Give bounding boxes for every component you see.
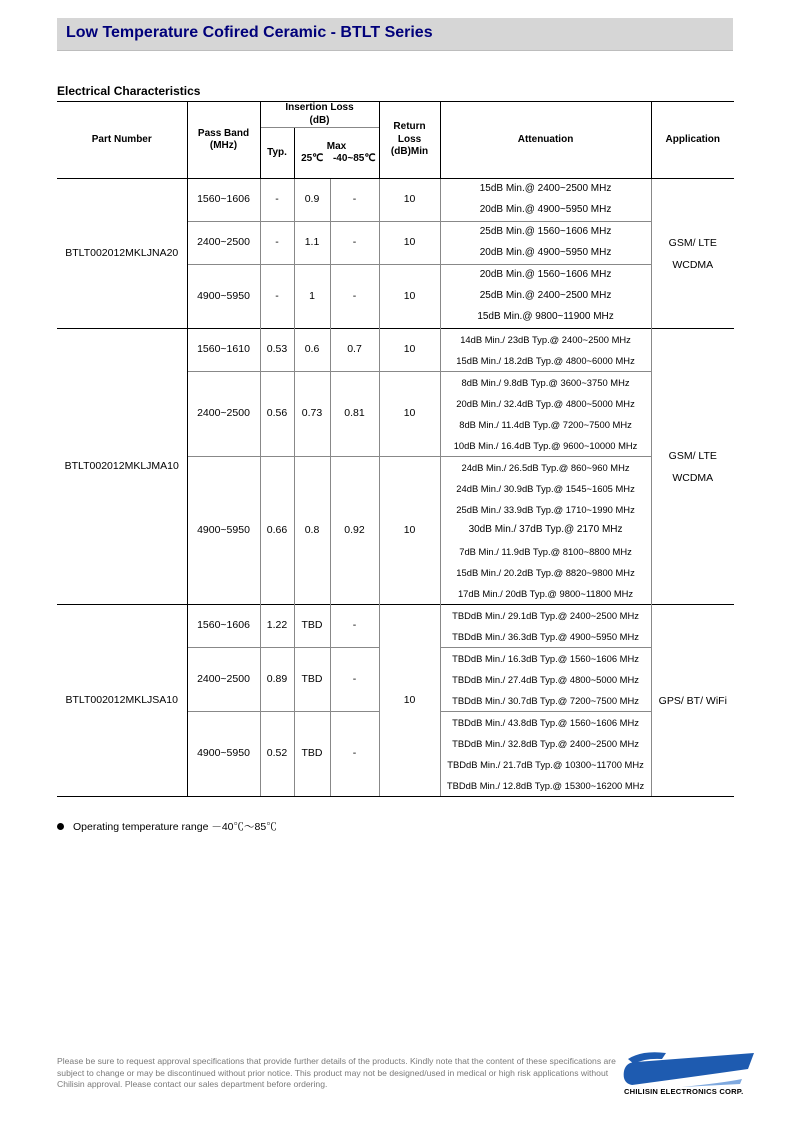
header-max-40-85: -40~85℃ (330, 153, 379, 179)
application-line: GPS/ BT/ WiFi (658, 694, 727, 707)
attenuation-cell: 14dB Min./ 23dB Typ.@ 2400~2500 MHz (440, 329, 651, 351)
return-loss-cell: 10 (379, 457, 440, 605)
header-return-loss (379, 102, 440, 179)
header-insertion-loss-line1: Insertion Loss (285, 102, 354, 113)
logo-subtitle: CHILISIN ELECTRONICS CORP. (624, 1087, 744, 1096)
attenuation-cell: 20dB Min./ 32.4dB Typ.@ 4800~5000 MHz (440, 393, 651, 414)
max-40-85-cell: - (330, 648, 379, 712)
part-number-cell: BTLT002012MKLJSA10 (57, 605, 187, 797)
electrical-characteristics-table (57, 101, 734, 797)
table-row (57, 179, 734, 201)
pass-band-cell: 4900~5950 (187, 457, 260, 605)
note-text: Operating temperature range －40℃～85℃ (73, 821, 277, 833)
max-25-cell: TBD (294, 648, 330, 712)
attenuation-cell: 24dB Min./ 26.5dB Typ.@ 860~960 MHz (440, 457, 651, 479)
pass-band-cell: 2400~2500 (187, 222, 260, 265)
max-40-85-cell: - (330, 265, 379, 329)
typ-cell: 0.52 (260, 712, 294, 797)
max-40-85-cell: - (330, 179, 379, 222)
max-25-cell: 0.8 (294, 457, 330, 605)
max-25-cell: 1.1 (294, 222, 330, 265)
page-title: Low Temperature Cofired Ceramic - BTLT Series (66, 24, 433, 41)
max-25-cell: TBD (294, 605, 330, 648)
application-line: WCDMA (672, 471, 714, 484)
attenuation-cell: 30dB Min./ 37dB Typ.@ 2170 MHz (440, 520, 651, 541)
attenuation-cell: 20dB Min.@ 1560~1606 MHz (440, 265, 651, 287)
attenuation-cell: 8dB Min./ 11.4dB Typ.@ 7200~7500 MHz (440, 414, 651, 435)
header-return-loss-line3: (dB)Min (390, 146, 429, 158)
max-25-cell: 0.73 (294, 372, 330, 457)
header-pass-band (187, 102, 260, 179)
attenuation-cell: 24dB Min./ 30.9dB Typ.@ 1545~1605 MHz (440, 478, 651, 499)
max-40-85-cell: - (330, 605, 379, 648)
max-40-85-cell: 0.92 (330, 457, 379, 605)
max-25-cell: 0.9 (294, 179, 330, 222)
typ-cell: - (260, 222, 294, 265)
attenuation-cell: 25dB Min.@ 1560~1606 MHz (440, 222, 651, 244)
attenuation-cell: 25dB Min./ 33.9dB Typ.@ 1710~1990 MHz (440, 499, 651, 520)
max-25-cell: 0.6 (294, 329, 330, 372)
pass-band-cell: 1560~1610 (187, 329, 260, 372)
attenuation-cell: TBDdB Min./ 16.3dB Typ.@ 1560~1606 MHz (440, 648, 651, 670)
attenuation-cell: 15dB Min.@ 9800~11900 MHz (440, 307, 651, 329)
part-number-cell: BTLT002012MKLJNA20 (57, 179, 187, 329)
attenuation-cell: 17dB Min./ 20dB Typ.@ 9800~11800 MHz (440, 583, 651, 605)
application-cell (651, 329, 734, 605)
return-loss-cell: 10 (379, 329, 440, 372)
attenuation-cell: TBDdB Min./ 27.4dB Typ.@ 4800~5000 MHz (440, 669, 651, 690)
application-line: WCDMA (672, 258, 714, 271)
attenuation-cell: 8dB Min./ 9.8dB Typ.@ 3600~3750 MHz (440, 372, 651, 394)
header-application: Application (651, 102, 734, 179)
return-loss-cell: 10 (379, 222, 440, 265)
attenuation-cell: 10dB Min./ 16.4dB Typ.@ 9600~10000 MHz (440, 435, 651, 457)
typ-cell: - (260, 179, 294, 222)
table-body (57, 179, 734, 797)
application-line: GSM/ LTE (668, 449, 717, 462)
attenuation-cell: TBDdB Min./ 43.8dB Typ.@ 1560~1606 MHz (440, 712, 651, 734)
part-number-cell: BTLT002012MKLJMA10 (57, 329, 187, 605)
max-40-85-cell: 0.7 (330, 329, 379, 372)
bullet-icon (57, 823, 64, 830)
attenuation-cell: TBDdB Min./ 36.3dB Typ.@ 4900~5950 MHz (440, 626, 651, 648)
header-pass-band-line2: (MHz) (209, 140, 238, 151)
attenuation-cell: TBDdB Min./ 29.1dB Typ.@ 2400~2500 MHz (440, 605, 651, 627)
return-loss-cell: 10 (379, 605, 440, 797)
return-loss-cell: 10 (379, 372, 440, 457)
attenuation-cell: 15dB Min./ 20.2dB Typ.@ 8820~9800 MHz (440, 562, 651, 583)
max-25-cell: 1 (294, 265, 330, 329)
return-loss-cell: 10 (379, 179, 440, 222)
header-typ: Typ. (260, 128, 294, 179)
typ-cell: 0.89 (260, 648, 294, 712)
pass-band-cell: 2400~2500 (187, 648, 260, 712)
temperature-note (57, 819, 277, 834)
attenuation-cell: TBDdB Min./ 32.8dB Typ.@ 2400~2500 MHz (440, 733, 651, 754)
attenuation-cell: 25dB Min.@ 2400~2500 MHz (440, 286, 651, 307)
header-part-number: Part Number (57, 102, 187, 179)
pass-band-cell: 4900~5950 (187, 712, 260, 797)
typ-cell: 0.66 (260, 457, 294, 605)
header-pass-band-line1: Pass Band (197, 127, 250, 139)
max-40-85-cell: 0.81 (330, 372, 379, 457)
header-max: Max (294, 128, 379, 154)
table-row (57, 329, 734, 351)
max-25-cell: TBD (294, 712, 330, 797)
return-loss-cell: 10 (379, 265, 440, 329)
header-insertion-loss-line2: (dB) (309, 114, 330, 126)
title-bar (57, 18, 733, 51)
application-cell (651, 179, 734, 329)
typ-cell: 0.56 (260, 372, 294, 457)
pass-band-cell: 4900~5950 (187, 265, 260, 329)
max-40-85-cell: - (330, 222, 379, 265)
header-attenuation: Attenuation (440, 102, 651, 179)
attenuation-cell: 15dB Min./ 18.2dB Typ.@ 4800~6000 MHz (440, 350, 651, 372)
header-return-loss-line2: Loss (397, 133, 422, 145)
table-row (57, 605, 734, 627)
attenuation-cell: TBDdB Min./ 30.7dB Typ.@ 7200~7500 MHz (440, 690, 651, 712)
header-insertion-loss (260, 102, 379, 128)
typ-cell: - (260, 265, 294, 329)
pass-band-cell: 1560~1606 (187, 605, 260, 648)
attenuation-cell: 20dB Min.@ 4900~5950 MHz (440, 243, 651, 265)
pass-band-cell: 2400~2500 (187, 372, 260, 457)
typ-cell: 1.22 (260, 605, 294, 648)
application-line: GSM/ LTE (668, 236, 717, 249)
application-cell (651, 605, 734, 797)
attenuation-cell: 15dB Min.@ 2400~2500 MHz (440, 179, 651, 201)
disclaimer-text: Please be sure to request approval specifications that provide further details of the products. Kindly note that the content of these specifications are subject to change or may be discontinued without prior notice. This product may not be designed/used in medical or high risk applications without Chilisin approval. Please contact our sales department before ordering. (57, 1056, 616, 1090)
attenuation-cell: 20dB Min.@ 4900~5950 MHz (440, 200, 651, 222)
header-max-25: 25℃ (294, 153, 330, 179)
section-title: Electrical Characteristics (57, 84, 201, 98)
typ-cell: 0.53 (260, 329, 294, 372)
header-return-loss-line1: Return (393, 121, 426, 133)
pass-band-cell: 1560~1606 (187, 179, 260, 222)
attenuation-cell: TBDdB Min./ 12.8dB Typ.@ 15300~16200 MHz (440, 775, 651, 797)
attenuation-cell: 7dB Min./ 11.9dB Typ.@ 8100~8800 MHz (440, 541, 651, 562)
max-40-85-cell: - (330, 712, 379, 797)
attenuation-cell: TBDdB Min./ 21.7dB Typ.@ 10300~11700 MHz (440, 754, 651, 775)
